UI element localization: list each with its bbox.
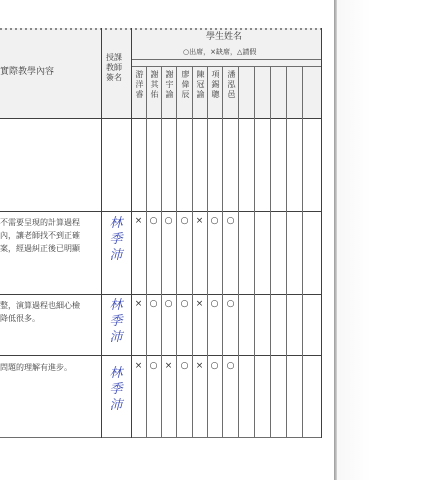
attendance-mark: ○ [210, 216, 219, 226]
teacher-sign-header-1: 授課 [106, 53, 122, 62]
row-1-content-line: 案，經過糾正後已明顯 [0, 244, 80, 253]
student-name: 謝宇諭 [165, 70, 174, 100]
col-rule [192, 66, 193, 438]
student-name: 陳冠諭 [196, 70, 205, 100]
page-edge [334, 0, 337, 480]
col-rule-content [101, 28, 102, 438]
col-rule [161, 66, 162, 438]
row-1-content-line: 不需要呈現的計算過程 [0, 218, 80, 227]
attendance-mark: ○ [149, 361, 158, 371]
col-rule [286, 66, 287, 438]
header-top-border [0, 28, 322, 30]
teacher-signature: 林 季 沛 [109, 298, 123, 345]
attendance-mark: ○ [210, 361, 219, 371]
attendance-mark: ○ [164, 299, 173, 309]
attendance-mark: ○ [180, 299, 189, 309]
col-rule [254, 66, 255, 438]
row-2-content-line: 降低很多。 [0, 314, 40, 323]
col-rule [176, 66, 177, 438]
page-margin [334, 0, 426, 480]
col-rule [302, 66, 303, 438]
legend-rule [131, 59, 322, 60]
content-header: 實際教學內容 [0, 67, 55, 77]
students-header: 學生姓名 [206, 32, 243, 42]
names-top-rule [131, 66, 322, 67]
student-name: 廖偉辰 [181, 70, 190, 100]
col-rule [207, 66, 208, 438]
col-rule-sign [131, 28, 132, 438]
attendance-mark: ○ [210, 299, 219, 309]
attendance-mark: × [195, 299, 204, 309]
col-rule [222, 66, 223, 438]
row-2-content-line: 整，演算過程也細心檢 [0, 301, 80, 310]
teacher-signature: 林 季 沛 [109, 366, 123, 413]
student-name: 潘泓邑 [227, 70, 236, 100]
attendance-mark: ○ [226, 361, 235, 371]
row-1-content-line: 內，讓老師找不到正確 [0, 231, 80, 240]
student-name: 謝其佑 [150, 70, 159, 100]
attendance-mark: ○ [149, 299, 158, 309]
col-rule [146, 66, 147, 438]
student-name: 項錫聰 [211, 70, 220, 100]
attendance-mark: × [195, 361, 204, 371]
teacher-signature: 林 季 沛 [109, 216, 123, 263]
col-rule [238, 66, 239, 438]
attendance-mark: × [134, 299, 143, 309]
attendance-mark: ○ [180, 216, 189, 226]
attendance-mark: × [134, 361, 143, 371]
attendance-mark: ○ [226, 299, 235, 309]
attendance-mark: × [134, 216, 143, 226]
attendance-mark: × [164, 361, 173, 371]
teacher-sign-header-3: 簽名 [106, 73, 122, 82]
attendance-mark: ○ [164, 216, 173, 226]
attendance-legend: ○出席，×缺席，△請假 [183, 48, 257, 56]
attendance-mark: ○ [149, 216, 158, 226]
row-3-content-line: 問題的理解有進步。 [0, 363, 72, 372]
student-name: 游洋睿 [135, 70, 144, 100]
attendance-mark: × [195, 216, 204, 226]
attendance-mark: ○ [180, 361, 189, 371]
col-rule [270, 66, 271, 438]
table-right-border [321, 28, 322, 438]
teacher-sign-header-2: 教師 [106, 63, 122, 72]
attendance-mark: ○ [226, 216, 235, 226]
